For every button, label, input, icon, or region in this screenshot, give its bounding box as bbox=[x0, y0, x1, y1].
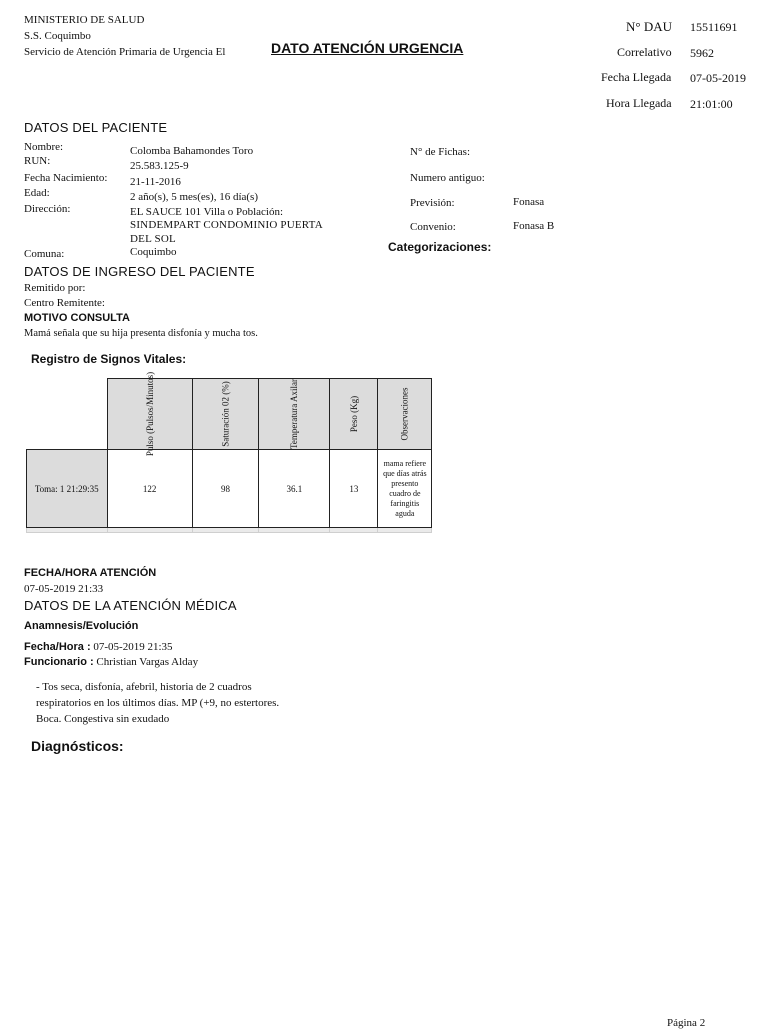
comuna-label: Comuna: bbox=[24, 248, 65, 260]
page-number: Página 2 bbox=[667, 1017, 706, 1029]
saturacion-cell: 98 bbox=[192, 450, 258, 528]
edad-value: 2 año(s), 5 mes(es), 16 día(s) bbox=[130, 191, 258, 203]
nacimiento-label: Fecha Nacimiento: bbox=[24, 172, 108, 184]
document-title: DATO ATENCIÓN URGENCIA bbox=[271, 40, 464, 56]
centro-remitente-label: Centro Remitente: bbox=[24, 297, 105, 309]
fecha-hora-label: Fecha/Hora : bbox=[24, 641, 91, 653]
fecha-hora-row bbox=[24, 641, 173, 653]
run-value: 25.583.125-9 bbox=[130, 160, 189, 172]
fecha-hora-value: 07-05-2019 21:35 bbox=[93, 641, 173, 653]
correlativo-label: Correlativo bbox=[617, 45, 672, 59]
anamnesis-heading: Anamnesis/Evolución bbox=[24, 620, 139, 632]
vital-signs-table bbox=[26, 371, 432, 533]
table-header-row bbox=[27, 379, 432, 450]
service-unit: Servicio de Atención Primaria de Urgencia El bbox=[24, 46, 226, 58]
row-label: Toma: 1 21:29:35 bbox=[27, 450, 108, 528]
funcionario-label: Funcionario : bbox=[24, 656, 94, 668]
fecha-atencion-value: 07-05-2019 21:33 bbox=[24, 583, 104, 595]
edad-label: Edad: bbox=[24, 187, 50, 199]
column-header: Saturación 02 (%) bbox=[192, 379, 258, 450]
fecha-llegada-label: Fecha Llegada bbox=[601, 70, 672, 84]
nota-line-1: - Tos seca, disfonía, afebril, historia de 2 cuadros bbox=[36, 681, 252, 693]
comuna-value: Coquimbo bbox=[130, 246, 177, 258]
fecha-llegada-value: 07-05-2019 bbox=[690, 71, 746, 85]
column-header: Pulso (Pulsos/Minutos) bbox=[107, 379, 192, 450]
ingreso-section-heading: DATOS DE INGRESO DEL PACIENTE bbox=[24, 264, 255, 279]
fichas-label: N° de Fichas: bbox=[410, 146, 471, 158]
run-label: RUN: bbox=[24, 155, 51, 167]
column-header: Observaciones bbox=[378, 379, 432, 450]
column-header: Temperatura Axilar bbox=[259, 379, 330, 450]
nombre-value: Colomba Bahamondes Toro bbox=[130, 145, 254, 157]
atencion-section-heading: DATOS DE LA ATENCIÓN MÉDICA bbox=[24, 598, 237, 613]
column-header: Peso (Kg) bbox=[330, 379, 378, 450]
nota-line-3: Boca. Congestiva sin exudado bbox=[36, 713, 170, 725]
fecha-atencion-heading: FECHA/HORA ATENCIÓN bbox=[24, 567, 157, 579]
dau-label: N° DAU bbox=[626, 19, 673, 34]
table-tail-row bbox=[27, 528, 432, 533]
table-row bbox=[27, 450, 432, 528]
numero-antiguo-label: Numero antiguo: bbox=[410, 172, 485, 184]
diagnosticos-heading: Diagnósticos: bbox=[31, 738, 124, 754]
patient-section-heading: DATOS DEL PACIENTE bbox=[24, 120, 168, 135]
motivo-heading: MOTIVO CONSULTA bbox=[24, 312, 130, 324]
correlativo-value: 5962 bbox=[690, 46, 714, 60]
funcionario-row bbox=[24, 656, 198, 668]
signos-heading: Registro de Signos Vitales: bbox=[31, 352, 187, 366]
prevision-value: Fonasa bbox=[513, 196, 545, 208]
dau-value: 15511691 bbox=[690, 20, 738, 34]
ministry-name: MINISTERIO DE SALUD bbox=[24, 14, 145, 26]
health-service: S.S. Coquimbo bbox=[24, 30, 91, 42]
direccion-line-1: EL SAUCE 101 Villa o Población: bbox=[130, 206, 284, 218]
hora-llegada-label: Hora Llegada bbox=[606, 96, 672, 110]
convenio-label: Convenio: bbox=[410, 221, 456, 233]
table-corner bbox=[27, 379, 108, 450]
convenio-value: Fonasa B bbox=[513, 220, 555, 232]
categorizaciones-heading: Categorizaciones: bbox=[388, 240, 492, 254]
direccion-line-3: DEL SOL bbox=[130, 233, 176, 245]
nombre-label: Nombre: bbox=[24, 141, 64, 153]
motivo-text: Mamá señala que su hija presenta disfonía y mucha tos. bbox=[24, 328, 258, 339]
pulso-cell: 122 bbox=[107, 450, 192, 528]
temperatura-cell: 36.1 bbox=[259, 450, 330, 528]
peso-cell: 13 bbox=[330, 450, 378, 528]
remitido-label: Remitido por: bbox=[24, 282, 86, 294]
nota-line-2: respiratorios en los últimos días. MP (+9, no estertores. bbox=[36, 697, 280, 709]
prevision-label: Previsión: bbox=[410, 197, 455, 209]
direccion-line-2: SINDEMPART CONDOMINIO PUERTA bbox=[130, 219, 323, 231]
direccion-label: Dirección: bbox=[24, 203, 71, 215]
nacimiento-value: 21-11-2016 bbox=[130, 176, 181, 188]
hora-llegada-value: 21:01:00 bbox=[690, 97, 733, 111]
funcionario-value: Christian Vargas Alday bbox=[96, 656, 199, 668]
observaciones-cell: mama refiere que días atrás presento cuadro de faringitis aguda bbox=[378, 450, 432, 528]
